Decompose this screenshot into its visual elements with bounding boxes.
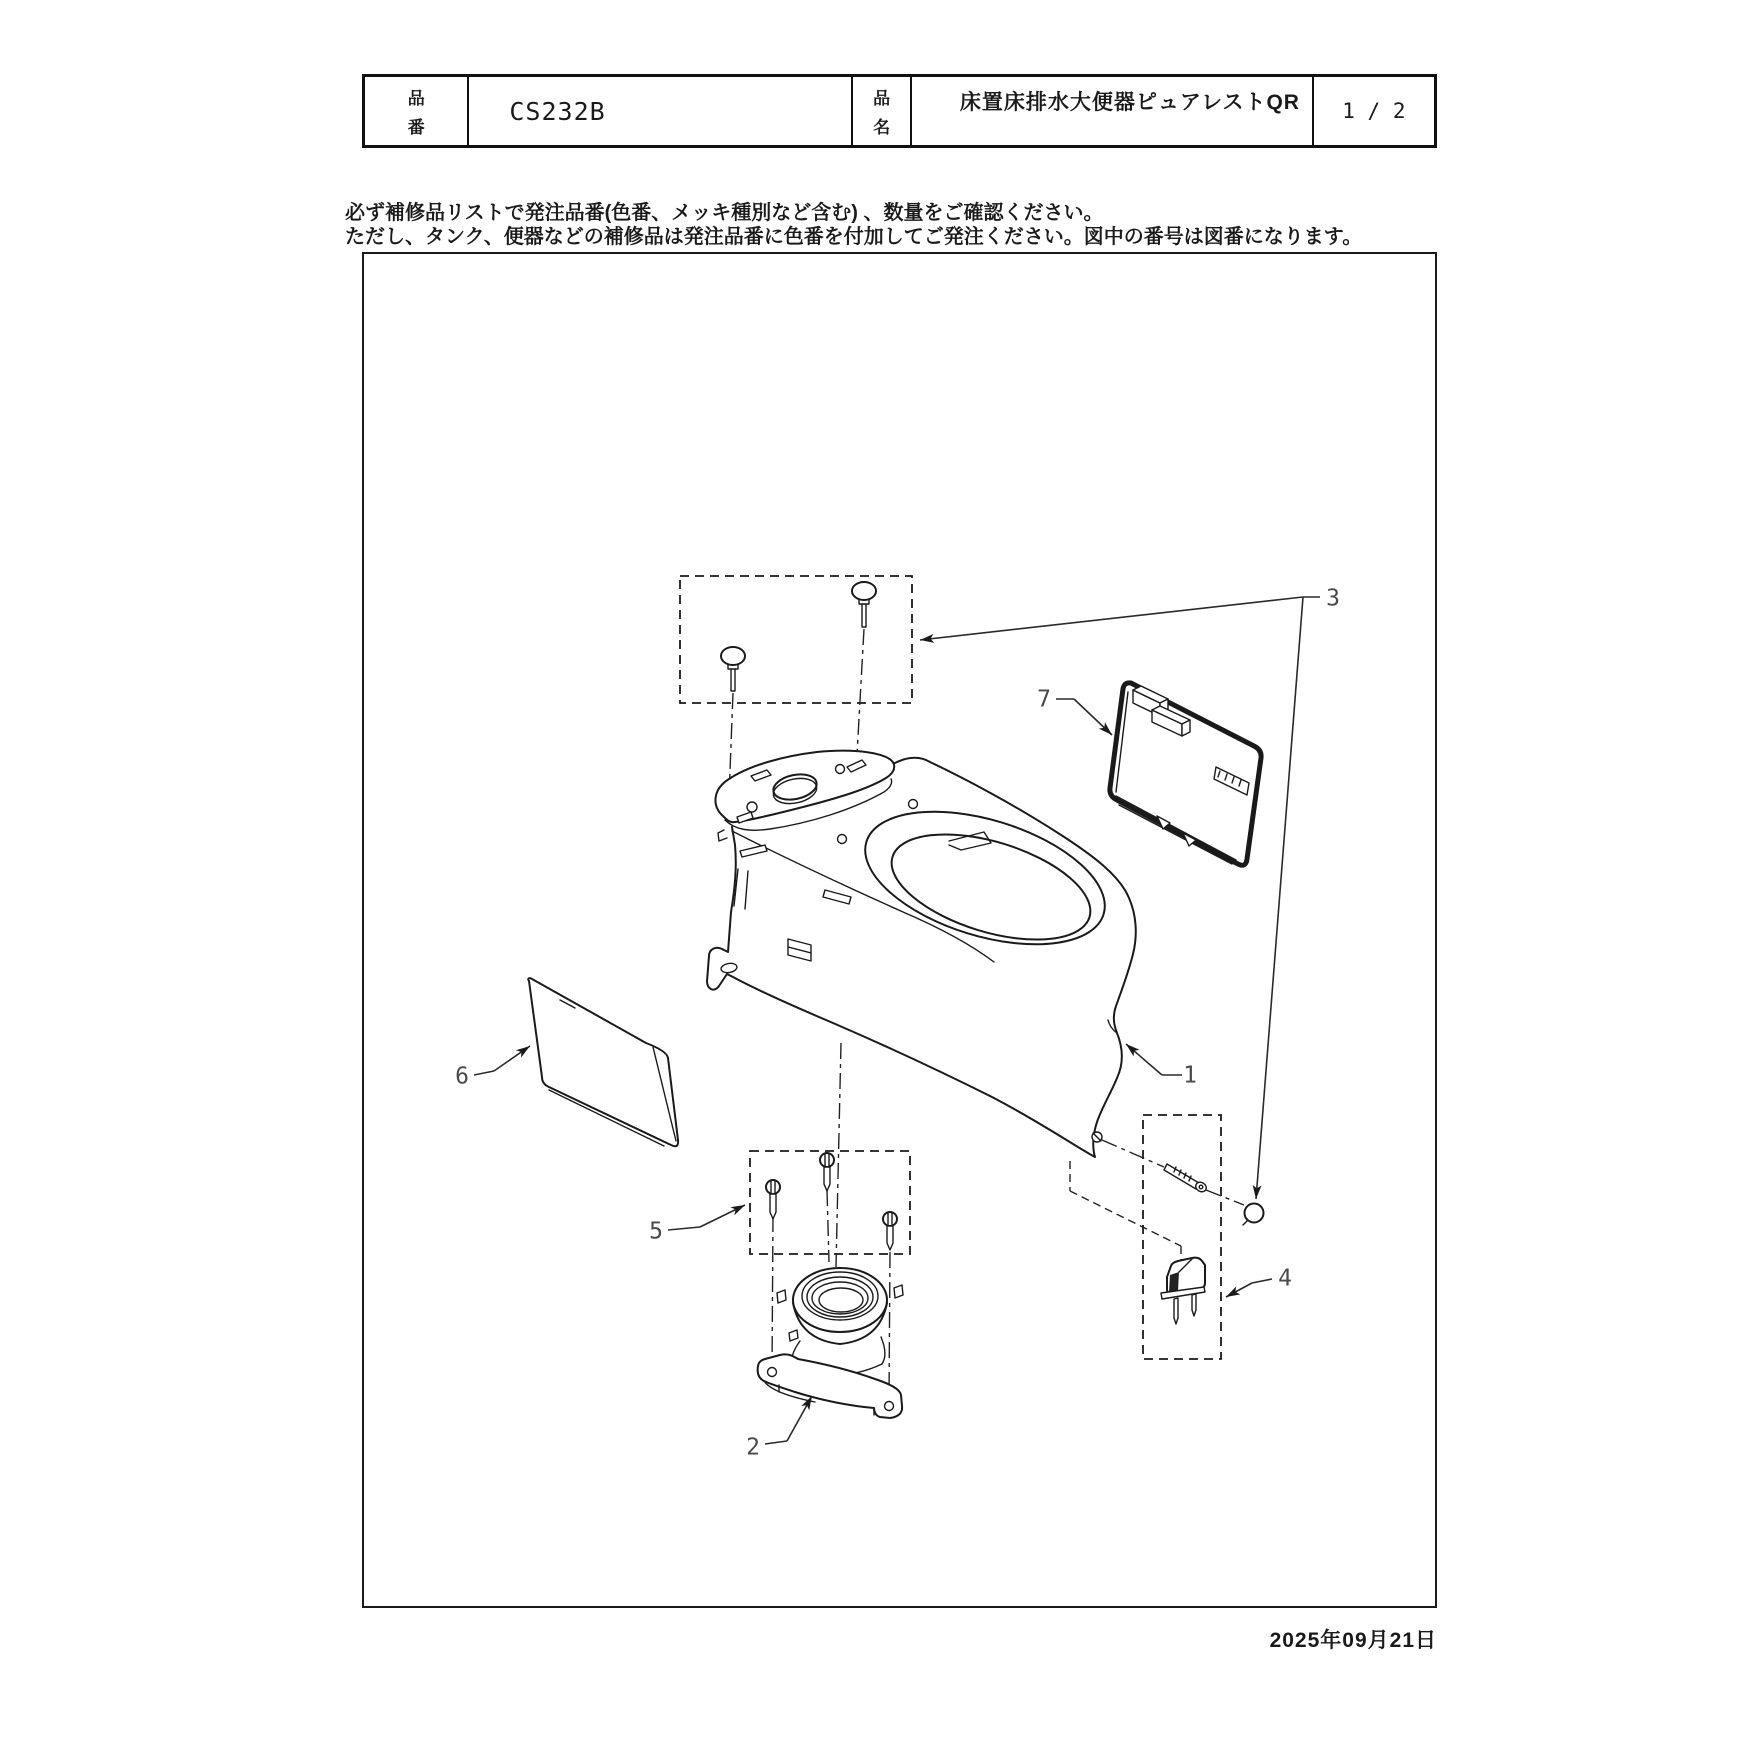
callout-7: 7 bbox=[1037, 686, 1051, 713]
screw-set-drawing bbox=[766, 1153, 897, 1250]
callout-5: 5 bbox=[649, 1218, 663, 1245]
bolt-cap-group-box bbox=[680, 576, 912, 703]
product-name-label-char-1: 品 bbox=[873, 89, 891, 108]
product-name-value: 床置床排水大便器ピュアレストQR bbox=[910, 77, 1312, 145]
callout-1: 1 bbox=[1183, 1062, 1197, 1089]
callout-3: 3 bbox=[1326, 585, 1340, 612]
callout-6: 6 bbox=[455, 1063, 469, 1090]
revision-date: 2025年09月21日 bbox=[1269, 1629, 1437, 1652]
right-cover-panel-drawing bbox=[1110, 683, 1261, 865]
callout-2: 2 bbox=[746, 1434, 760, 1461]
anchor-clip-drawing bbox=[1161, 1258, 1205, 1324]
left-cover-panel-drawing bbox=[528, 978, 678, 1146]
fixing-bolt-drawing bbox=[1164, 1164, 1208, 1194]
fixing-bolt-group-box bbox=[1143, 1115, 1221, 1359]
order-note-line-1: 必ず補修品リストで発注品番(色番、メッキ種別など含む) 、数量をご確認ください。 bbox=[345, 202, 1104, 224]
flange-assembly-drawing bbox=[758, 1268, 903, 1418]
order-note-line-2: ただし、タンク、便器などの補修品は発注品番に色番を付加してご発注ください。図中の番号は図番になります。 bbox=[345, 226, 1363, 248]
callout-4: 4 bbox=[1278, 1265, 1292, 1292]
part-number-label-char-2: 番 bbox=[407, 118, 425, 137]
hidden-edges bbox=[1070, 1161, 1181, 1261]
toilet-body-drawing bbox=[707, 751, 1136, 1157]
page-indicator: 1 / 2 bbox=[1312, 77, 1434, 145]
cap-bolt-b-drawing bbox=[852, 582, 876, 627]
part-number-label-char-1: 品 bbox=[407, 89, 425, 108]
cap-ball-drawing bbox=[1243, 1204, 1264, 1226]
product-name-label-char-2: 名 bbox=[873, 118, 891, 137]
part-number-value: CS232B bbox=[467, 77, 851, 145]
cap-bolt-a-drawing bbox=[721, 647, 745, 691]
